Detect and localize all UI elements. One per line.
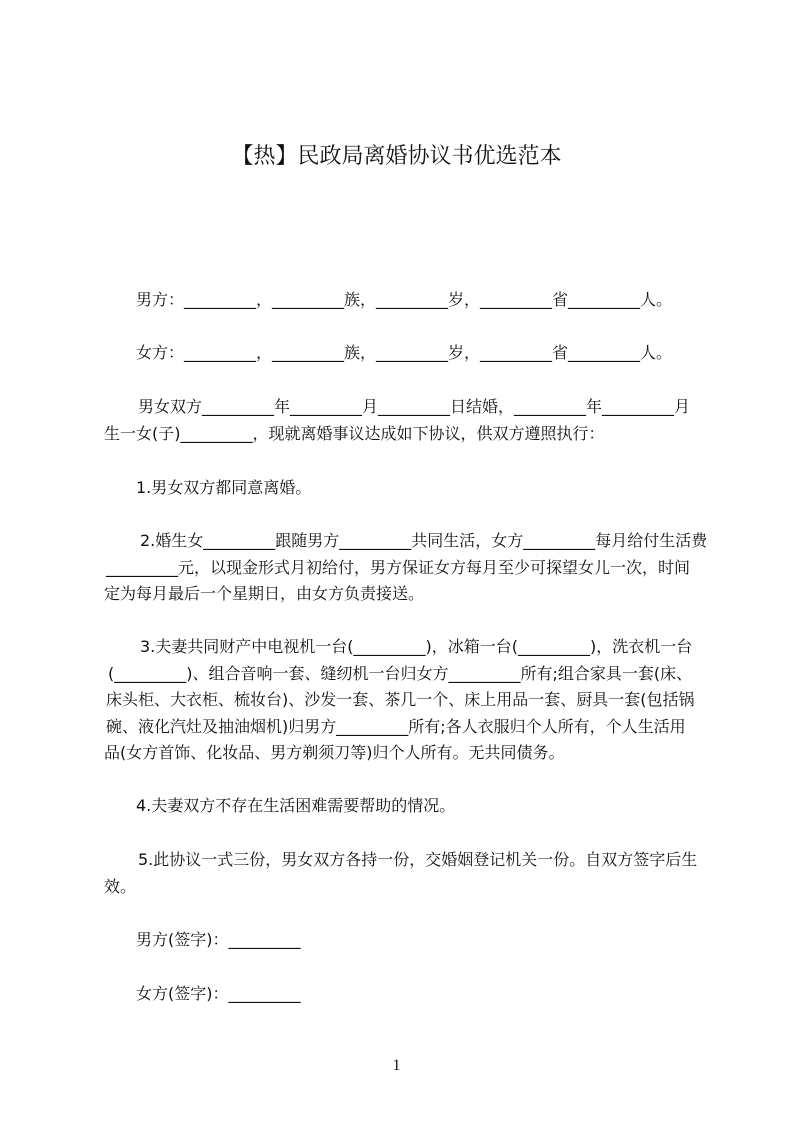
- intro-line: 生一女(子)_________，现就离婚事议达成如下协议，供双方遵照执行：: [104, 424, 605, 443]
- clause-4-line: 4.夫妻双方不存在生活困难需要帮助的情况。: [136, 796, 456, 815]
- clause-3-line: 3.夫妻共同财产中电视机一台(_________)，冰箱一台(_________)，洗衣机一台: [140, 637, 693, 656]
- document-title: 【热】民政局离婚协议书优选范本: [231, 144, 562, 169]
- page-number: 1: [392, 1057, 401, 1074]
- clause-2-line: 定为每月最后一个星期日，由女方负责接送。: [104, 584, 425, 603]
- clause-5-line: 效。: [104, 877, 137, 896]
- female-party-info: 女方：_________，_________族，_________岁，_________省_________人。: [136, 343, 673, 362]
- clause-3-line: 碗、液化汽灶及抽油烟机)归男方_________所有;各人衣服归个人所有，个人生活用: [106, 717, 686, 736]
- male-party-info: 男方：_________，_________族，_________岁，_________省_________人。: [136, 290, 673, 309]
- intro-line: 男女双方_________年_________月_________日结婚，_________年_________月: [138, 397, 691, 416]
- clause-3-line: (_________)、组合音响一套、缝纫机一台归女方_________所有;组合家具一套(床、: [108, 664, 693, 683]
- clause-3-line: 品(女方首饰、化妆品、男方剃须刀等)归个人所有。无共同债务。: [104, 743, 565, 762]
- clause-2-line: 2.婚生女_________跟随男方_________共同生活，女方_________每月给付生活费: [140, 531, 708, 550]
- clause-2-line: _________元，以现金形式月初给付，男方保证女方每月至少可探望女儿一次，时间: [106, 558, 691, 577]
- female-signature-line: 女方(签字)：_________: [136, 984, 301, 1003]
- clause-5-line: 5.此协议一式三份，男女双方各持一份，交婚姻登记机关一份。自双方签字后生: [138, 850, 698, 869]
- clause-1-line: 1.男女双方都同意离婚。: [136, 478, 312, 497]
- clause-3-line: 床头柜、大衣柜、梳妆台)、沙发一套、茶几一个、床上用品一套、厨具一套(包括锅: [106, 690, 695, 709]
- male-signature-line: 男方(签字)：_________: [136, 930, 301, 949]
